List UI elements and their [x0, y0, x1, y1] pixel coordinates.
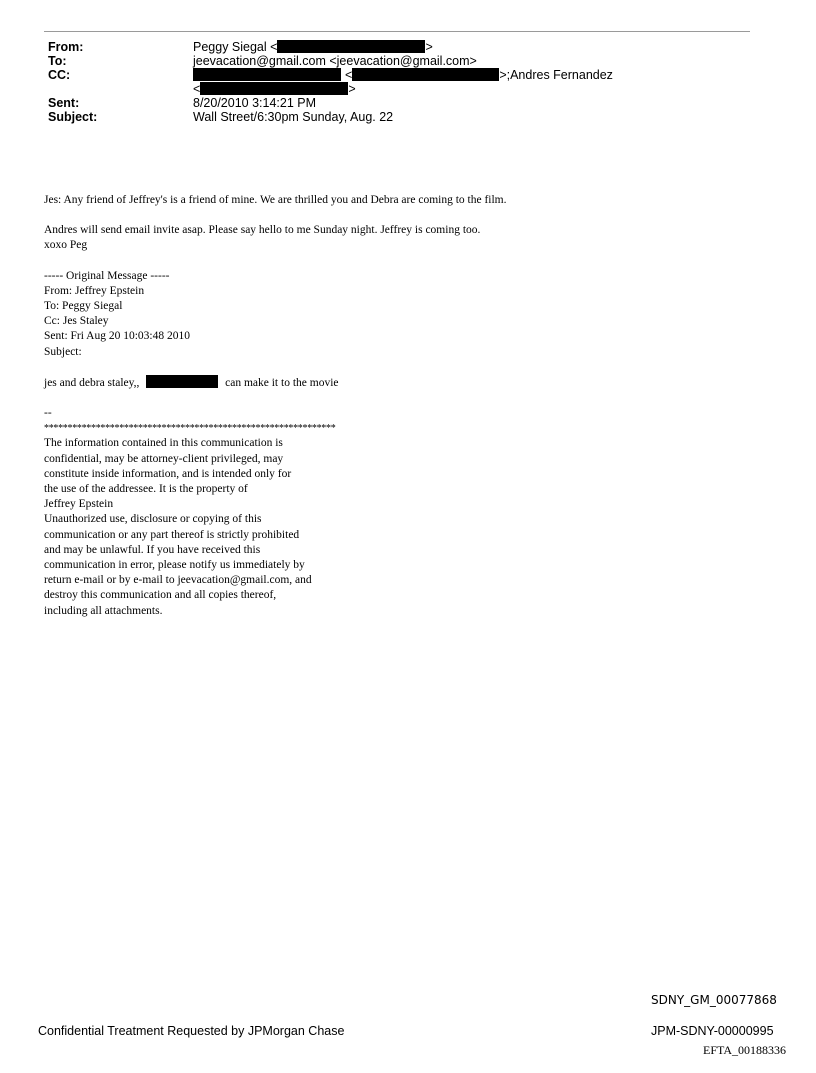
- disclaimer-line: destroy this communication and all copies thereof,: [44, 589, 277, 602]
- message-end: can make it to the movie: [225, 376, 339, 389]
- star-separator: **************************************************************: [44, 423, 336, 435]
- from-row: [48, 40, 748, 54]
- confidential-notice: Confidential Treatment Requested by JPMorgan Chase: [38, 1024, 345, 1038]
- disclaimer-line: confidential, may be attorney-client privileged, may: [44, 452, 284, 465]
- from-close: >: [425, 40, 433, 54]
- original-cc: Cc: Jes Staley: [44, 315, 109, 328]
- original-subject: Subject:: [44, 345, 82, 358]
- disclaimer-line: communication in error, please notify us immediately by: [44, 559, 305, 572]
- disclaimer-line: and may be unlawful. If you have received this: [44, 543, 261, 556]
- to-value: jeevacation@gmail.com <jeevacation@gmail.com>: [193, 54, 477, 68]
- redaction-box: [200, 82, 348, 95]
- subject-label: Subject:: [48, 110, 98, 124]
- redaction-box: [146, 375, 218, 388]
- efta-bates-number: EFTA_00188336: [703, 1043, 787, 1057]
- disclaimer-line: The information contained in this communication is: [44, 437, 283, 450]
- signoff-line: xoxo Peg: [44, 239, 88, 252]
- disclaimer-line: the use of the addressee. It is the property of: [44, 483, 248, 496]
- sent-row: [48, 96, 748, 110]
- sent-label: Sent:: [48, 96, 80, 110]
- cc-row-continued: [48, 82, 748, 96]
- cc-lt2: <: [193, 82, 201, 96]
- reply-line: Andres will send email invite asap. Please say hello to me Sunday night. Jeffrey is coming too.: [44, 224, 481, 237]
- disclaimer-line: return e-mail or by e-mail to jeevacation@gmail.com, and: [44, 574, 312, 587]
- to-label: To:: [48, 54, 67, 68]
- to-row: [48, 54, 748, 68]
- subject-value: Wall Street/6:30pm Sunday, Aug. 22: [193, 110, 394, 124]
- cc-row: [48, 68, 748, 82]
- original-sent: Sent: Fri Aug 20 10:03:48 2010: [44, 330, 190, 343]
- header-divider: [44, 31, 750, 32]
- disclaimer-line: Jeffrey Epstein: [44, 498, 114, 511]
- disclaimer-line: constitute inside information, and is intended only for: [44, 467, 292, 480]
- redaction-box: [193, 68, 341, 81]
- email-body: [44, 193, 764, 619]
- cc-lt: <: [345, 68, 353, 82]
- from-name: Peggy Siegal <: [193, 40, 278, 54]
- cc-value-continued: [193, 82, 356, 96]
- original-message-header: ----- Original Message -----: [44, 269, 170, 282]
- jpm-bates-number: JPM-SDNY-00000995: [651, 1024, 774, 1038]
- signature-dash: --: [44, 407, 52, 420]
- original-from: From: Jeffrey Epstein: [44, 284, 145, 297]
- cc-gt2: >: [348, 82, 356, 96]
- reply-paragraph: Jes: Any friend of Jeffrey's is a friend of mine. We are thrilled you and Debra are coming to the film.: [44, 194, 507, 206]
- disclaimer-line: communication or any part thereof is strictly prohibited: [44, 528, 300, 541]
- subject-row: [48, 110, 748, 124]
- redaction-box: [277, 40, 425, 53]
- cc-label: CC:: [48, 68, 71, 82]
- cc-value: [193, 68, 613, 82]
- from-label: From:: [48, 40, 84, 54]
- message-start: jes and debra staley,,: [44, 376, 140, 389]
- redaction-box: [352, 68, 499, 81]
- cc-andres: >;Andres Fernandez: [499, 68, 613, 82]
- sdny-bates-number: SDNY_GM_00077868: [651, 993, 777, 1007]
- from-value: [193, 40, 433, 54]
- original-to: To: Peggy Siegal: [44, 300, 123, 313]
- email-header: [48, 40, 748, 124]
- disclaimer-line: Unauthorized use, disclosure or copying of this: [44, 513, 262, 526]
- original-message-line: [44, 375, 764, 391]
- sent-value: 8/20/2010 3:14:21 PM: [193, 96, 317, 110]
- disclaimer-line: including all attachments.: [44, 604, 163, 617]
